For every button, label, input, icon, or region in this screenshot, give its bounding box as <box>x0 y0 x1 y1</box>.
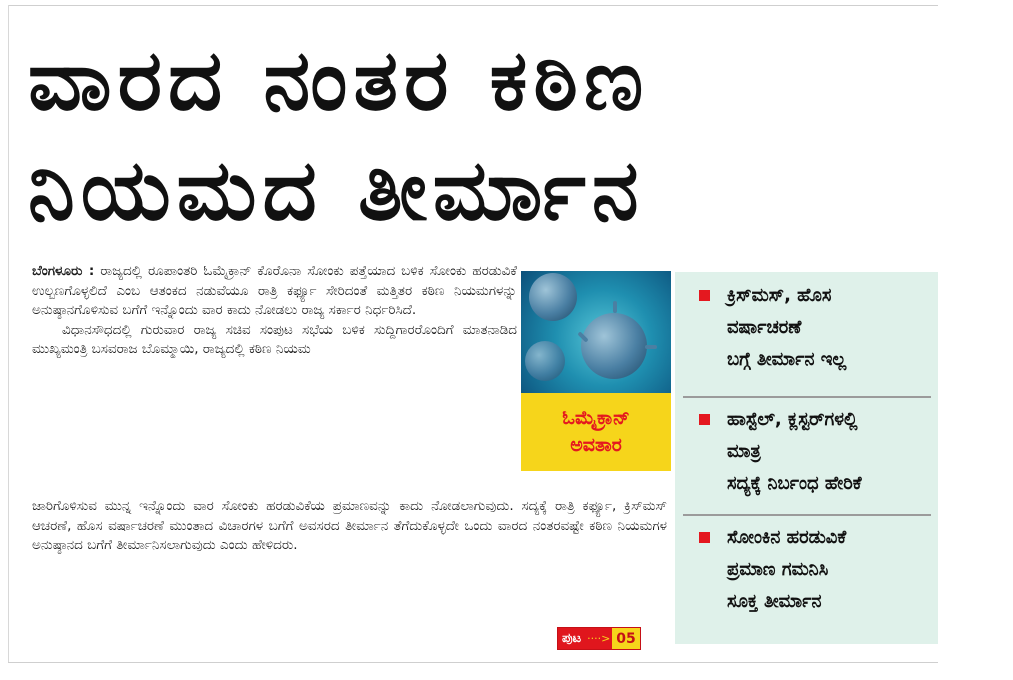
article-paragraph-1-text: ರಾಜ್ಯದಲ್ಲಿ ರೂಪಾಂತರಿ ಓಮೈಕ್ರಾನ್ ಕೊರೊನಾ ಸೋಂಕು ಪತ್ತೆಯಾದ ಬಳಿಕ ಸೋಂಕು ಹರಡುವಿಕೆ ಉಲ್ಬಣಗೊಳ್ಳಲಿದೆ ಎಂಬ ಆತಂಕದ ನಡುವೆಯೂ ರಾತ್ರಿ ಕರ್ಫ್ಯೂ ಸೇರಿದಂತೆ ಮತ್ತಿತರ ಕಠಿಣ ನಿಯಮಗಳನ್ನು ಅನುಷ್ಠಾನಗೊಳಿಸುವ ಬಗೆಗೆ ಇನ್ನೊಂದು ವಾರ ಕಾದು ನೋಡಲು ರಾಜ್ಯ ಸರ್ಕಾರ ನಿರ್ಧರಿಸಿದೆ. <box>32 263 517 319</box>
highlight-line: ಪ್ರಮಾಣ ಗಮನಿಸಿ <box>727 559 829 580</box>
highlight-line: ಸೋಂಕಿನ ಹರಡುವಿಕೆ <box>727 527 847 548</box>
dateline: ಬೆಂಗಳೂರು : <box>32 263 95 279</box>
red-square-bullet-icon <box>699 532 710 543</box>
top-rule <box>8 5 938 6</box>
left-rule <box>8 5 9 663</box>
virus-particle-icon <box>581 313 647 379</box>
virus-particle-icon <box>529 273 577 321</box>
highlight-line: ಹಾಸ್ಟೆಲ್, ಕ್ಲಸ್ಟರ್‌ಗಳಲ್ಲಿ <box>727 409 858 430</box>
highlight-line: ಸೂಕ್ತ ತೀರ್ಮಾನ <box>727 591 822 612</box>
virus-particle-icon <box>525 341 565 381</box>
highlight-divider <box>683 396 931 398</box>
photo-caption-line-1: ಓಮೈಕ್ರಾನ್ <box>562 407 630 429</box>
highlight-line: ವರ್ಷಾಚರಣೆ <box>727 317 802 338</box>
article-body-column <box>32 262 517 360</box>
highlight-line: ಮಾತ್ರ <box>727 441 761 462</box>
page-ref-arrow-icon: ····> <box>585 628 612 649</box>
page-ref-label: ಪುಟ <box>558 628 585 649</box>
photo-caption-line-2: ಅವತಾರ <box>570 434 622 456</box>
highlight-text <box>727 404 932 500</box>
article-paragraph-1 <box>32 262 517 321</box>
omicron-virus-photo <box>521 271 671 393</box>
red-square-bullet-icon <box>699 414 710 425</box>
bottom-rule <box>8 662 938 663</box>
photo-caption-box <box>521 393 671 471</box>
highlight-text <box>727 280 932 376</box>
highlight-divider <box>683 514 931 516</box>
red-square-bullet-icon <box>699 290 710 301</box>
highlight-text <box>727 522 932 618</box>
page-ref-number: 05 <box>612 628 639 649</box>
highlight-line: ಬಗ್ಗೆ ತೀರ್ಮಾನ ಇಲ್ಲ <box>727 349 847 370</box>
article-paragraph-2-continued: ಜಾರಿಗೊಳಿಸುವ ಮುನ್ನ ಇನ್ನೊಂದು ವಾರ ಸೋಂಕು ಹರಡುವಿಕೆಯ ಪ್ರಮಾಣವನ್ನು ಕಾದು ನೋಡಲಾಗುವುದು. ಸದ್ಯಕ್ಕೆ ರಾತ್ರಿ ಕರ್ಫ್ಯೂ, ಕ್ರಿಸ್‌ಮಸ್ ಆಚರಣೆ, ಹೊಸ ವರ್ಷಾಚರಣೆ ಮುಂತಾದ ವಿಚಾರಗಳ ಬಗೆಗೆ ಅವಸರದ ತೀರ್ಮಾನ ತೆಗೆದುಕೊಳ್ಳದೇ ಒಂದು ವಾರದ ನಂತರವಷ್ಟೇ ಕಠಿಣ ನಿಯಮಗಳ ಅನುಷ್ಠಾನದ ಬಗೆಗೆ ತೀರ್ಮಾನಿಸಲಾಗುವುದು ಎಂದು ಹೇಳಿದರು. <box>32 498 667 554</box>
highlight-line: ಸದ್ಯಕ್ಕೆ ನಿರ್ಬಂಧ ಹೇರಿಕೆ <box>727 473 862 494</box>
highlights-sidebar <box>675 272 938 644</box>
page-reference-tag <box>557 627 641 650</box>
virus-spike <box>645 345 657 349</box>
article-paragraph-2-start: ವಿಧಾನಸೌಧದಲ್ಲಿ ಗುರುವಾರ ರಾಜ್ಯ ಸಚಿವ ಸಂಪುಟ ಸಭೆಯ ಬಳಿಕ ಸುದ್ದಿಗಾರರೊಂದಿಗೆ ಮಾತನಾಡಿದ ಮುಖ್ಯಮಂತ್ರಿ ಬಸವರಾಜ ಬೊಮ್ಮಾಯಿ, ರಾಜ್ಯದಲ್ಲಿ ಕಠಿಣ ನಿಯಮ <box>32 321 517 358</box>
headline-line-1: ವಾರದ ನಂತರ ಕಠಿಣ <box>28 31 650 129</box>
virus-spike <box>613 301 617 313</box>
headline-line-2: ನಿಯಮದ ತೀರ್ಮಾನ <box>28 141 645 239</box>
highlight-line: ಕ್ರಿಸ್‌ಮಸ್, ಹೊಸ <box>727 285 832 306</box>
